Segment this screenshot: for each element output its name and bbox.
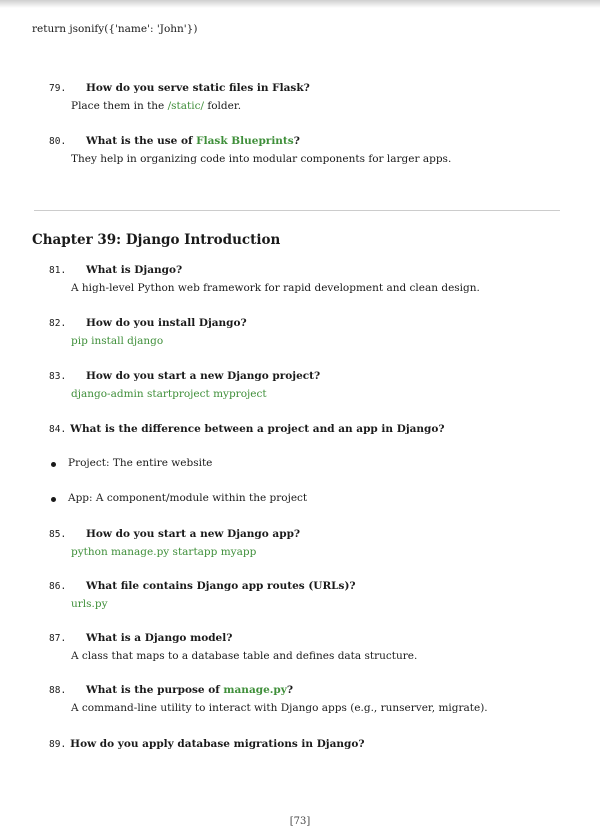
- question-number: 89.: [49, 739, 67, 750]
- section-divider: [34, 210, 560, 211]
- question-number: 82.: [49, 318, 67, 329]
- answer-81: A high-level Python web framework for rapid development and clean design.: [71, 282, 480, 294]
- bullet-item-app: App: A component/module within the project: [68, 492, 308, 504]
- answer-83-code: django-admin startproject myproject: [71, 388, 267, 400]
- question-85: [49, 528, 300, 540]
- answer-82-code: pip install django: [71, 335, 164, 347]
- question-number: 80.: [49, 136, 67, 147]
- inline-code-manage-py: manage.py: [223, 684, 287, 696]
- question-text: What file contains Django app routes (URLs)?: [86, 580, 356, 592]
- question-number: 87.: [49, 633, 67, 644]
- answer-80: They help in organizing code into modular components for larger apps.: [71, 153, 452, 165]
- question-text: How do you start a new Django project?: [86, 370, 321, 382]
- question-number: 88.: [49, 685, 67, 696]
- page-number: [73]: [289, 816, 311, 827]
- chapter-title: Chapter 39: Django Introduction: [32, 232, 281, 248]
- bullet-item-project: Project: The entire website: [68, 457, 213, 469]
- question-81: [49, 264, 182, 276]
- question-89: [49, 738, 365, 750]
- bullet-dot: [51, 462, 56, 467]
- answer-88: A command-line utility to interact with Django apps (e.g., runserver, migrate).: [71, 702, 488, 714]
- answer-86-code: urls.py: [71, 598, 108, 610]
- inline-code-static: /static/: [167, 100, 205, 112]
- code-line-return-jsonify: return jsonify({'name': 'John'}): [32, 23, 198, 35]
- question-86: [49, 580, 356, 592]
- question-80: 80. What is the use of Flask Blueprints?: [49, 135, 300, 147]
- question-88: 88. What is the purpose of manage.py?: [49, 684, 294, 696]
- question-84: [49, 423, 445, 435]
- question-number: 85.: [49, 529, 67, 540]
- answer-87: A class that maps to a database table and defines data structure.: [71, 650, 418, 662]
- question-number: 79.: [49, 83, 67, 94]
- question-text: What is Django?: [86, 264, 183, 276]
- question-text: How do you start a new Django app?: [86, 528, 301, 540]
- question-text: How do you apply database migrations in Django?: [70, 738, 365, 750]
- question-text: What is a Django model?: [86, 632, 233, 644]
- question-number: 84.: [49, 424, 67, 435]
- question-79: [49, 82, 310, 94]
- question-text: What is the difference between a project and an app in Django?: [70, 423, 445, 435]
- question-number: 81.: [49, 265, 67, 276]
- question-number: 86.: [49, 581, 67, 592]
- question-82: [49, 317, 247, 329]
- question-text: How do you install Django?: [86, 317, 247, 329]
- inline-code-flask-blueprints: Flask Blueprints: [196, 135, 294, 147]
- question-text: How do you serve static files in Flask?: [86, 82, 310, 94]
- answer-85-code: python manage.py startapp myapp: [71, 546, 257, 558]
- question-number: 83.: [49, 371, 67, 382]
- question-87: [49, 632, 232, 644]
- bullet-dot: [51, 497, 56, 502]
- answer-79: Place them in the /static/ folder.: [71, 100, 242, 112]
- question-83: [49, 370, 320, 382]
